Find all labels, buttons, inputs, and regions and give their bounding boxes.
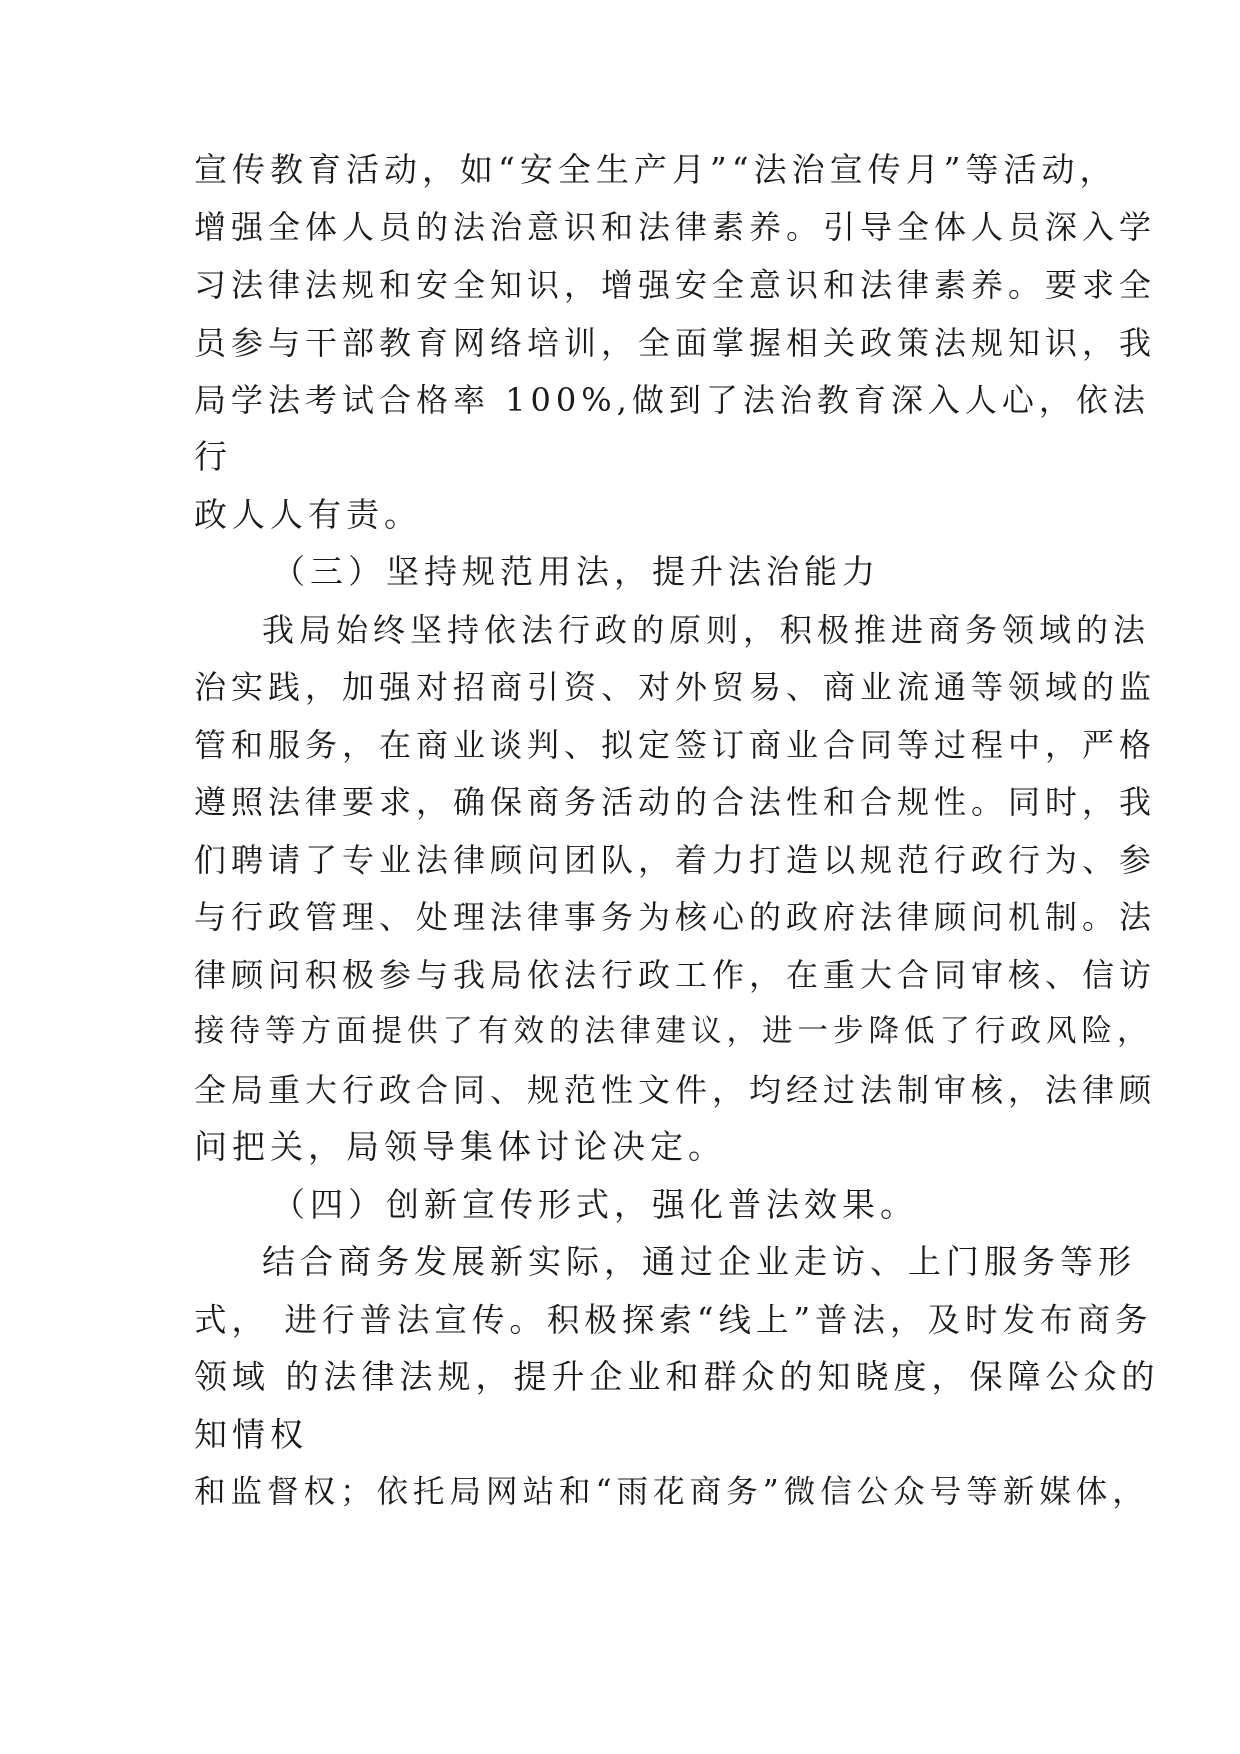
body-text-line: 领域 的法律法规，提升企业和群众的知晓度，保障公众的 — [194, 1357, 1160, 1396]
paragraph-start: 我局始终坚持依法行政的原则，积极推进商务领域的法 — [262, 611, 1151, 649]
body-text-line: 习法律法规和安全知识，增强安全意识和法律素养。要求全 — [194, 266, 1157, 304]
body-text-line: 宣传教育活动，如“安全生产月”“法治宣传月”等活动， — [194, 150, 1118, 189]
body-text-line: 和监督权；依托局网站和“雨花商务”微信公众号等新媒体， — [194, 1474, 1149, 1510]
body-text-line: 们聘请了专业法律顾问团队，着力打造以规范行政行为、参 — [194, 841, 1157, 879]
body-text-line: 员参与干部教育网络培训，全面掌握相关政策法规知识，我 — [194, 324, 1157, 362]
body-text-line: 与行政管理、处理法律事务为核心的政府法律顾问机制。法 — [194, 898, 1157, 936]
body-text-line: 全局重大行政合同、规范性文件，均经过法制审核，法律顾 — [194, 1071, 1157, 1109]
body-text-line: 局学法考试合格率 100%,做到了法治教育深入人心，依法 — [194, 381, 1150, 419]
body-text-line: 政人人有责。 — [194, 495, 422, 534]
body-text-line: 行 — [194, 437, 232, 476]
body-text-line: 接待等方面提供了有效的法律建议，进一步降低了行政风险， — [194, 1014, 1153, 1049]
body-text-line: 律顾问积极参与我局依法行政工作，在重大合同审核、信访 — [194, 956, 1157, 994]
body-text-line: 问把关，局领导集体讨论决定。 — [194, 1127, 726, 1166]
body-text-line: 管和服务，在商业谈判、拟定签订商业合同等过程中，严格 — [194, 726, 1157, 764]
paragraph-start: 结合商务发展新实际，通过企业走访、上门服务等形 — [262, 1242, 1136, 1281]
section-heading-3: （三）坚持规范用法，提升法治能力 — [272, 552, 880, 591]
body-text-line: 遵照法律要求，确保商务活动的合法性和合规性。同时，我 — [194, 783, 1157, 821]
section-heading-4: （四）创新宣传形式，强化普法效果。 — [272, 1185, 918, 1224]
body-text-line: 知情权 — [194, 1415, 308, 1454]
body-text-line: 式， 进行普法宣传。积极探索“线上”普法，及时发布商务 — [194, 1301, 1153, 1339]
body-text-line: 治实践，加强对招商引资、对外贸易、商业流通等领域的监 — [194, 668, 1157, 706]
body-text-line: 增强全体人员的法治意识和法律素养。引导全体人员深入学 — [194, 208, 1157, 246]
